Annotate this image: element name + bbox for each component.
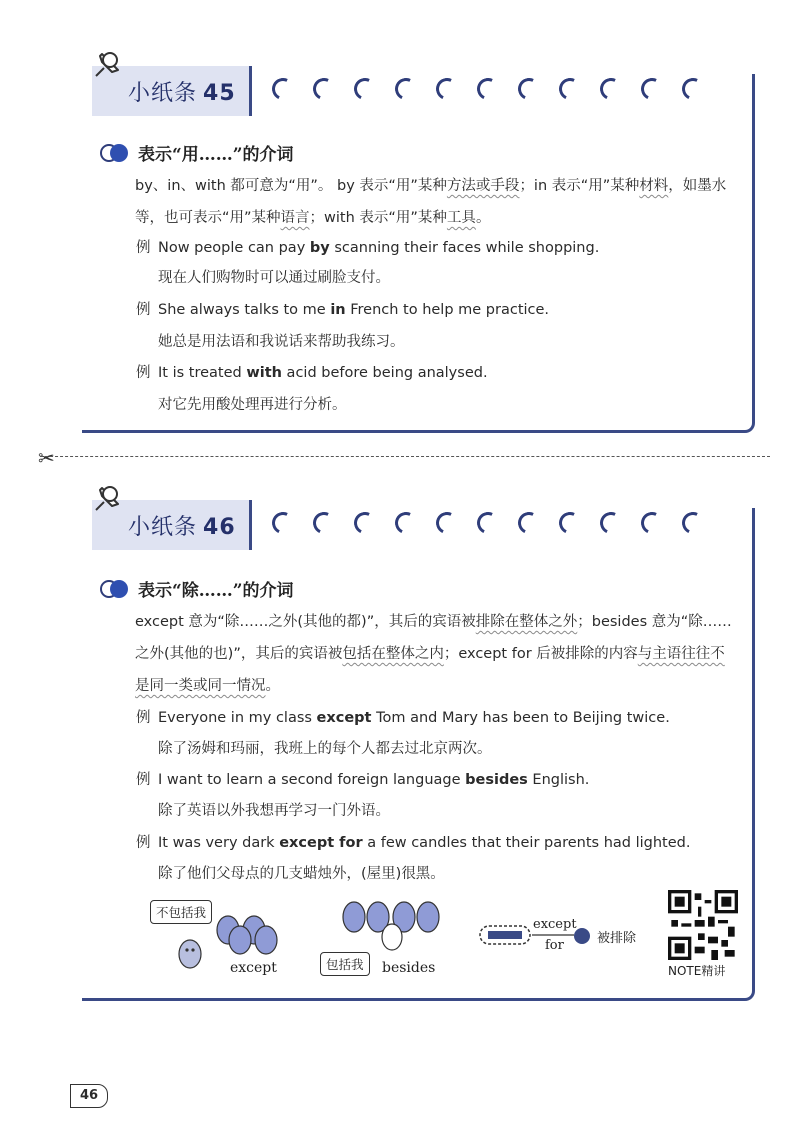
- note-tab-46: [92, 500, 252, 550]
- underlined-phrase: 材料: [639, 178, 669, 194]
- pushpin-icon: [88, 46, 128, 86]
- underlined-phrase: 工具: [446, 210, 476, 226]
- intro-text: 。: [265, 678, 280, 694]
- intro-text: by、in、with 都可意为“用”。 by 表示“用”某种: [135, 178, 447, 194]
- example-2: 例 I want to learn a second foreign language besides English.: [136, 772, 590, 788]
- underlined-phrase: 与主语往往不是同一类或同一情况: [135, 646, 725, 694]
- example-2: 例 She always talks to me in French to help me practice.: [136, 302, 550, 318]
- example-3-translation: 对它先用酸处理再进行分析。: [158, 397, 347, 413]
- diagram-for-label: for: [545, 938, 564, 953]
- example-2-translation: 她总是用法语和我说话来帮助我练习。: [158, 334, 405, 350]
- except-label: except: [230, 960, 277, 976]
- example-2-translation: 除了英语以外我想再学习一门外语。: [158, 803, 390, 819]
- intro-text: 。: [475, 210, 491, 226]
- diagram-excluded-label: 被排除: [597, 931, 637, 946]
- binder-rings: [272, 78, 704, 100]
- intro-text: ；with 表示“用”某种: [309, 210, 447, 226]
- underlined-phrase: 语言: [280, 210, 310, 226]
- note-tab-45: [92, 66, 252, 116]
- besides-label: besides: [382, 960, 436, 976]
- example-3-translation: 除了他们父母点的几支蜡烛外，(屋里)很黑。: [158, 866, 445, 882]
- intro-text: ；besides 意为“除……之外(其他的也)”，其后的宾语被: [135, 614, 732, 662]
- intro-text: ，如墨水等，也可表示“用”某种: [135, 178, 727, 226]
- example-1-translation: 除了汤姆和玛丽，我班上的每个人都去过北京两次。: [158, 741, 492, 757]
- intro-text: ；in 表示“用”某种: [519, 178, 640, 194]
- pushpin-icon: [88, 480, 128, 520]
- example-3: 例 It is treated with acid before being analysed.: [136, 365, 488, 381]
- example-1: 例 Everyone in my class except Tom and Mary has been to Beijing twice.: [136, 710, 670, 726]
- underlined-phrase: 包括在整体之内: [342, 646, 444, 662]
- intro-text: except 意为“除……之外(其他的都)”，其后的宾语被: [135, 614, 476, 630]
- included-speech-bubble: 包括我: [320, 952, 370, 976]
- qr-code[interactable]: [668, 890, 738, 960]
- section-heading: 表示“除……”的介词: [100, 576, 294, 601]
- bullet-icon: [100, 144, 130, 162]
- scissors-icon: ✂: [38, 446, 55, 470]
- qr-label: NOTE精讲: [668, 964, 726, 978]
- besides-crowd-illustration: [340, 893, 450, 953]
- example-1-translation: 现在人们购物时可以通过刷脸支付。: [158, 270, 390, 286]
- example-1: 例 Now people can pay by scanning their faces while shopping.: [136, 240, 600, 256]
- note-title: 小纸条 45: [128, 81, 236, 106]
- example-3: 例 It was very dark except for a few candles that their parents had lighted.: [136, 835, 691, 851]
- intro-text: ；except for 后被排除的内容: [443, 646, 638, 662]
- intro-paragraph: [135, 170, 735, 234]
- underlined-phrase: 方法或手段: [446, 178, 520, 194]
- bullet-icon: [100, 580, 130, 598]
- underlined-phrase: 排除在整体之外: [475, 614, 578, 630]
- note-title: 小纸条 46: [128, 515, 236, 540]
- cut-line: [40, 456, 770, 457]
- section-heading: 表示“用……”的介词: [100, 140, 294, 165]
- binder-rings: [272, 512, 704, 534]
- page-number: 46: [70, 1084, 108, 1108]
- intro-paragraph: [135, 606, 735, 702]
- excluded-speech-bubble: 不包括我: [150, 900, 212, 924]
- diagram-except-label: except: [533, 917, 577, 932]
